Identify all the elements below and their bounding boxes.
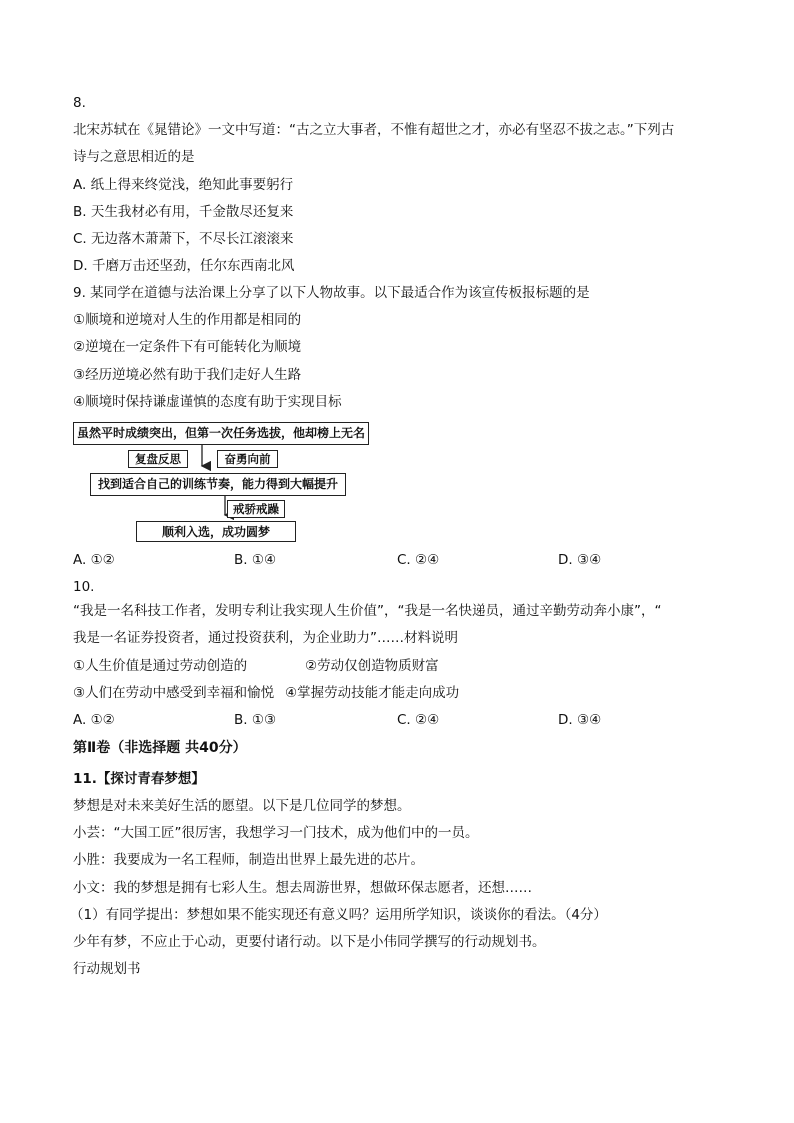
q9-statement-2: ②逆境在一定条件下有可能转化为顺境 — [73, 339, 302, 355]
q11-intro: 梦想是对未来美好生活的愿望。以下是几位同学的梦想。 — [73, 798, 411, 814]
q9-statement-3: ③经历逆境必然有助于我们走好人生路 — [73, 367, 302, 383]
q10-choice-c: C. ②④ — [397, 712, 440, 728]
q8-option-d: D. 千磨万击还坚劲，任尔东西南北风 — [73, 258, 295, 274]
q10-choice-a: A. ①② — [73, 712, 115, 728]
q11-xiaosheng: 小胜：我要成为一名工程师，制造出世界上最先进的芯片。 — [73, 852, 424, 868]
flowchart-label-3: 戒骄戒躁 — [227, 500, 285, 518]
q8-option-a: A. 纸上得来终觉浅，绝知此事要躬行 — [73, 177, 294, 193]
q9-choice-c: C. ②④ — [397, 552, 440, 568]
flowchart-box-1: 虽然平时成绩突出，但第一次任务选拔，他却榜上无名 — [73, 422, 369, 445]
q8-option-b: B. 天生我材必有用，千金散尽还复来 — [73, 204, 294, 220]
section-2-title: 第Ⅱ卷（非选择题 共40分） — [73, 740, 247, 756]
flowchart-box-3: 顺利入选，成功圆梦 — [136, 521, 296, 542]
q11-xiaowen: 小文：我的梦想是拥有七彩人生。想去周游世界，想做环保志愿者，还想…… — [73, 880, 532, 896]
q9-choice-a: A. ①② — [73, 552, 115, 568]
q10-statement-2: ②劳动仅创造物质财富 — [305, 658, 439, 674]
q10-statement-4: ④掌握劳动技能才能走向成功 — [285, 685, 460, 701]
q10-statement-3: ③人们在劳动中感受到幸福和愉悦 — [73, 685, 275, 701]
q10-choice-b: B. ①③ — [234, 712, 277, 728]
q8-option-c: C. 无边落木萧萧下，不尽长江滚滚来 — [73, 231, 294, 247]
q9-choice-b: B. ①④ — [234, 552, 277, 568]
q8-number: 8. — [73, 95, 86, 111]
q10-number: 10. — [73, 579, 95, 595]
flowchart-box-2: 找到适合自己的训练节奏，能力得到大幅提升 — [90, 473, 346, 496]
q10-stem-line1: “我是一名科技工作者，发明专利让我实现人生价值”，“我是一名快递员，通过辛勤劳动奔小康”，“ — [73, 603, 662, 619]
q8-stem-line1: 北宋苏轼在《晁错论》一文中写道：“古之立大事者，不惟有超世之才，亦必有坚忍不拔之志。”下列古 — [73, 122, 675, 138]
q11-plan-title: 行动规划书 — [73, 961, 141, 977]
q8-stem-line2: 诗与之意思相近的是 — [73, 149, 195, 165]
flowchart-label-1: 复盘反思 — [128, 450, 188, 468]
q11-subquestion-1: （1）有同学提出：梦想如果不能实现还有意义吗？运用所学知识，谈谈你的看法。（4分） — [70, 907, 607, 923]
q10-stem-line2: 我是一名证券投资者，通过投资获利，为企业助力”……材料说明 — [73, 630, 458, 646]
q9-statement-4: ④顺境时保持谦虚谨慎的态度有助于实现目标 — [73, 394, 342, 410]
q9-stem: 9. 某同学在道德与法治课上分享了以下人物故事。以下最适合作为该宣传板报标题的是 — [73, 285, 590, 301]
q11-followup: 少年有梦，不应止于心动，更要付诸行动。以下是小伟同学撰写的行动规划书。 — [73, 934, 546, 950]
q11-xiaoyun: 小芸：“大国工匠”很厉害，我想学习一门技术，成为他们中的一员。 — [73, 825, 479, 841]
q10-choice-d: D. ③④ — [558, 712, 602, 728]
q9-statement-1: ①顺境和逆境对人生的作用都是相同的 — [73, 312, 302, 328]
flowchart-label-2: 奋勇向前 — [217, 450, 278, 468]
q11-heading: 11.【探讨青春梦想】 — [73, 771, 205, 787]
q10-statement-1: ①人生价值是通过劳动创造的 — [73, 658, 248, 674]
q9-choice-d: D. ③④ — [558, 552, 602, 568]
